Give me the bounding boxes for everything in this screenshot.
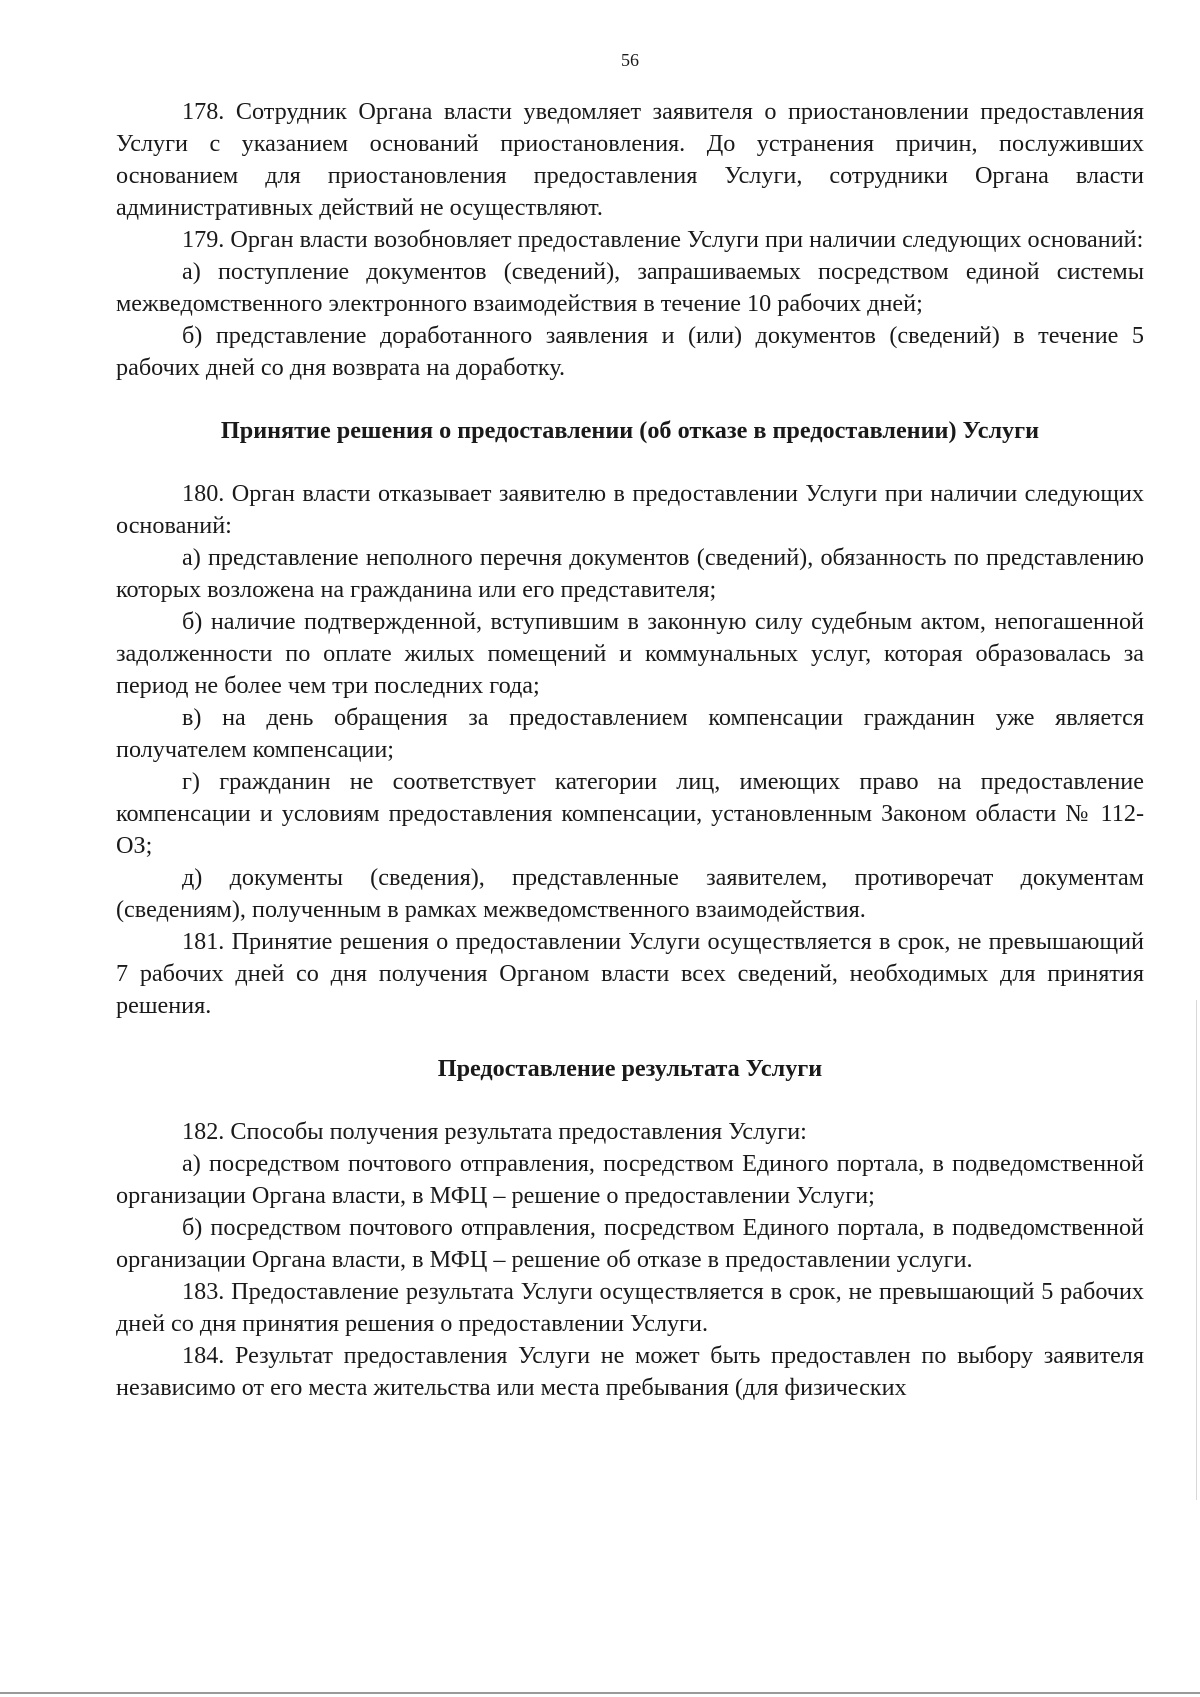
paragraph: 180. Орган власти отказывает заявителю в предоставлении Услуги при наличии следующих оснований: bbox=[116, 480, 1144, 539]
page-number: 56 bbox=[621, 50, 639, 70]
section-heading: Предоставление результата Услуги bbox=[437, 1055, 823, 1082]
paragraph: 181. Принятие решения о предоставлении Услуги осуществляется в срок, не превышающий 7 рабочих дней со дня получения Органом власти всех сведений, необходимых для принятия решения. bbox=[116, 928, 1144, 1019]
paragraph: б) представление доработанного заявления и (или) документов (сведений) в течение 5 рабочих дней со дня возврата на доработку. bbox=[116, 322, 1144, 381]
paragraph: г) гражданин не соответствует категории лиц, имеющих право на предоставление компенсации и условиям предоставления компенсации, установленным Законом области № 112-ОЗ; bbox=[116, 768, 1144, 859]
paragraph: 184. Результат предоставления Услуги не может быть предоставлен по выбору заявителя независимо от его места жительства или места пребывания (для физических bbox=[116, 1342, 1144, 1401]
scan-right-edge bbox=[1196, 1000, 1197, 1500]
document-body bbox=[116, 96, 1144, 1404]
paragraph: а) поступление документов (сведений), запрашиваемых посредством единой системы межведомственного электронного взаимодействия в течение 10 рабочих дней; bbox=[116, 258, 1144, 317]
paragraph: б) посредством почтового отправления, посредством Единого портала, в подведомственной организации Органа власти, в МФЦ – решение об отказе в предоставлении услуги. bbox=[116, 1214, 1144, 1273]
section-heading: Принятие решения о предоставлении (об отказе в предоставлении) Услуги bbox=[220, 417, 1040, 444]
paragraph: в) на день обращения за предоставлением компенсации гражданин уже является получателем компенсации; bbox=[116, 704, 1144, 763]
paragraph: д) документы (сведения), представленные заявителем, противоречат документам (сведениям), полученным в рамках межведомственного взаимодействия. bbox=[116, 864, 1144, 923]
paragraph: б) наличие подтвержденной, вступившим в законную силу судебным актом, непогашенной задолженности по оплате жилых помещений и коммунальных услуг, которая образовалась за период не более чем три последних года; bbox=[116, 608, 1144, 699]
paragraph: а) представление неполного перечня документов (сведений), обязанность по представлению которых возложена на гражданина или его представителя; bbox=[116, 544, 1144, 603]
paragraph: а) посредством почтового отправления, посредством Единого портала, в подведомственной организации Органа власти, в МФЦ – решение о предоставлении Услуги; bbox=[116, 1150, 1144, 1209]
paragraph: 182. Способы получения результата предоставления Услуги: bbox=[182, 1118, 807, 1145]
scan-bottom-edge bbox=[0, 1692, 1200, 1694]
paragraph: 178. Сотрудник Органа власти уведомляет заявителя о приостановлении предоставления Услуги с указанием оснований приостановления. До устранения причин, послуживших основанием для приостановления предоставления Услуги, сотрудники Органа власти административных действий не осуществляют. bbox=[116, 98, 1144, 221]
paragraph: 183. Предоставление результата Услуги осуществляется в срок, не превышающий 5 рабочих дней со дня принятия решения о предоставлении Услуги. bbox=[116, 1278, 1144, 1337]
paragraph: 179. Орган власти возобновляет предоставление Услуги при наличии следующих оснований: bbox=[182, 226, 1144, 253]
